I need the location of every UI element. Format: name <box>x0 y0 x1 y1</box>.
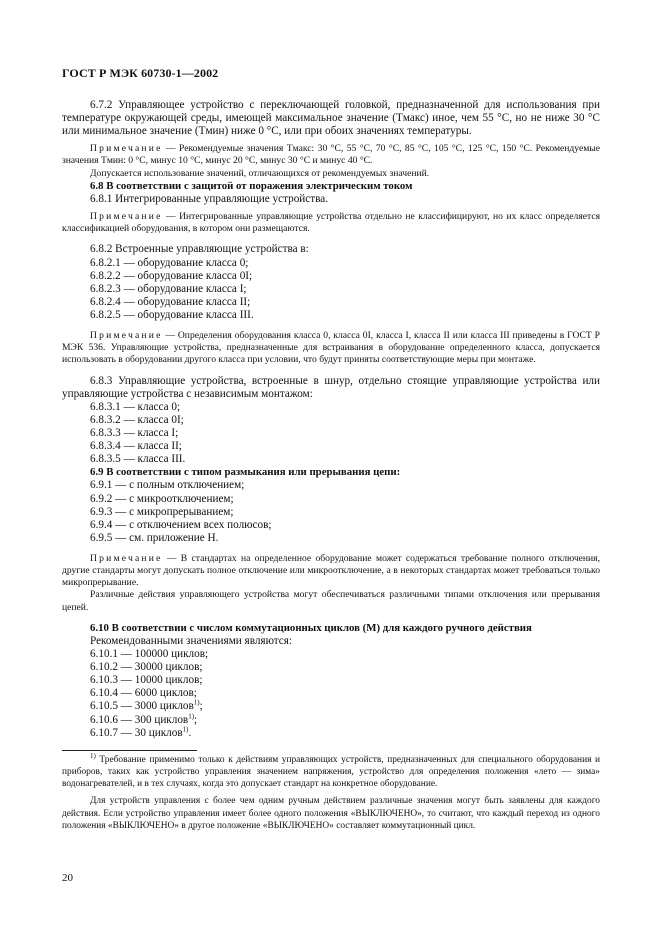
list-item: 6.9.4 — с отключением всех полюсов; <box>90 518 272 531</box>
heading-6-8: 6.8 В соответствии с защитой от поражения электрическим током <box>90 179 413 192</box>
list-item-text: 6.10.5 — 3000 циклов <box>90 700 194 713</box>
note-class-definitions <box>62 330 600 367</box>
heading-6-10: 6.10 В соответствии с числом коммутационных циклов (М) для каждого ручного действия <box>90 621 532 634</box>
list-item: 6.10.4 — 6000 циклов; <box>90 687 197 700</box>
list-item: 6.9.3 — с микропрерыванием; <box>90 505 234 518</box>
footnote-1 <box>62 751 600 791</box>
list-item: 6.10.1 — 100000 циклов; <box>90 648 209 661</box>
list-item: 6.10.5 — 3000 циклов$^{1)}$; <box>90 698 203 713</box>
footnote-ref: 1) <box>193 698 200 707</box>
list-item: 6.8.2.3 — оборудование класса I; <box>90 282 247 295</box>
page-body <box>62 99 600 832</box>
list-item: 6.10.2 — 30000 циклов; <box>90 661 203 674</box>
note-label: Примечание <box>90 552 163 564</box>
note-text: — В стандартах на определенное оборудование может содержаться требование полного отключения, другие стандарты могут допускать полное отключение или микроотключение, а в некоторых стандартах может требоваться только микропрерывание. <box>62 552 600 589</box>
footnote-ref: 1) <box>188 711 195 720</box>
clause-6-10-intro: Рекомендованными значениями являются: <box>90 634 293 647</box>
list-item: 6.10.6 — 300 циклов$^{1)}$; <box>90 711 198 726</box>
note-integrated <box>62 211 600 235</box>
list-item: 6.8.3.4 — класса II; <box>90 440 182 453</box>
list-item: 6.8.3.1 — класса 0; <box>90 400 181 413</box>
list-item: 6.8.3.2 — класса 0I; <box>90 413 184 426</box>
list-item: 6.8.2.5 — оборудование класса III. <box>90 308 254 321</box>
note-label: Примечание <box>90 211 163 223</box>
footnote-ref: 1) <box>182 724 189 733</box>
list-item: 6.8.3.3 — класса I; <box>90 427 179 440</box>
note-extra: Допускается использование значений, отличающихся от рекомендуемых значений. <box>90 167 430 179</box>
list-item: 6.8.2.4 — оборудование класса II; <box>90 295 251 308</box>
list-item: 6.9.1 — с полным отключением; <box>90 479 245 492</box>
list-item-text: 6.10.6 — 300 циклов <box>90 713 189 726</box>
footnote-continuation: Для устройств управления с более чем одним ручным действием различные значения могут быть заявлены для каждого действия. Если устройство управления имеет более одного положения «ВЫКЛЮЧЕНО», то считают, что каждый переход из одного положения «ВЫКЛЮЧЕНО» в другое положение «ВЫКЛЮЧЕНО» составляет коммутационный цикл. <box>62 796 600 831</box>
list-item: 6.8.3.5 — класса III. <box>90 453 186 466</box>
note-recommended-temps <box>62 143 600 167</box>
list-item: 6.10.7 — 30 циклов$^{1)}$. <box>90 724 192 739</box>
clause-6-8-3: 6.8.3 Управляющие устройства, встроенные в шнур, отдельно стоящие управляющие устройства или управляющие устройства с независимым монтажом: <box>62 374 600 400</box>
list-item: 6.10.3 — 10000 циклов; <box>90 674 203 687</box>
footnote-text: Требование применимо только к действиям управляющих устройств, предназначенных для специального оборудования и приборов, таких как устройство управления значением напряжения, устройство для определения положения «лето — зима» водонагревателей, и в тех случаях, когда это допускает стандарт на конкретное оборудование. <box>62 754 600 790</box>
clause-6-8-2: 6.8.2 Встроенные управляющие устройства в: <box>90 243 309 256</box>
heading-6-9: 6.9 В соответствии с типом размыкания или прерывания цепи: <box>90 466 401 479</box>
page-number: 20 <box>62 872 73 884</box>
list-item: 6.8.2.2 — оборудование класса 0I; <box>90 269 253 282</box>
list-item-text: 6.10.7 — 30 циклов <box>90 726 183 739</box>
footnote-mark: 1) <box>90 751 96 760</box>
note-label: Примечание <box>90 330 163 342</box>
footnote-divider <box>62 750 197 751</box>
note-text: — Интегрированные управляющие устройства отдельно не классифицируют, но их класс определяется классификацией оборудования, в котором они размещаются. <box>62 211 600 235</box>
note-disconnection <box>62 553 600 590</box>
list-item: 6.8.2.1 — оборудование класса 0; <box>90 256 249 269</box>
list-item: 6.9.2 — с микроотключением; <box>90 492 234 505</box>
clause-6-8-1: 6.8.1 Интегрированные управляющие устройства. <box>90 192 329 205</box>
note-extra: Различные действия управляющего устройства могут обеспечиваться различными типами отключения или прерывания цепей. <box>62 589 600 613</box>
running-header: ГОСТ Р МЭК 60730-1—2002 <box>62 66 219 80</box>
note-label: Примечание <box>90 143 163 155</box>
list-item: 6.9.5 — см. приложение Н. <box>90 531 219 544</box>
clause-6-7-2: 6.7.2 Управляющее устройство с переключающей головкой, предназначенной для использования при температуре окружающей среды, имеющей максимальное значение (Tмакс) иное, чем 55 °С, но не ниже 30 °С или минимальное значение (Tмин) ниже 0 °С, или при обоих значениях температуры. <box>62 99 600 138</box>
note-text: — Определения оборудования класса 0, класса 0I, класса I, класса II или класса III приведены в ГОСТ Р МЭК 536. Управляющие устройства, предназначенные для встраивания в оборудование определенного класса, допускается использовать в оборудовании другого класса при условии, что будут приняты соответствующие меры при монтаже. <box>62 330 600 366</box>
note-text: — Рекомендуемые значения Tмакс: 30 °С, 55 °С, 70 °С, 85 °С, 105 °С, 125 °С, 150 °С. Рекомендуемые значения Tмин: 0 °С, минус 10 °С, минус 20 °С, минус 30 °С и минус 40 °С. <box>62 143 600 167</box>
